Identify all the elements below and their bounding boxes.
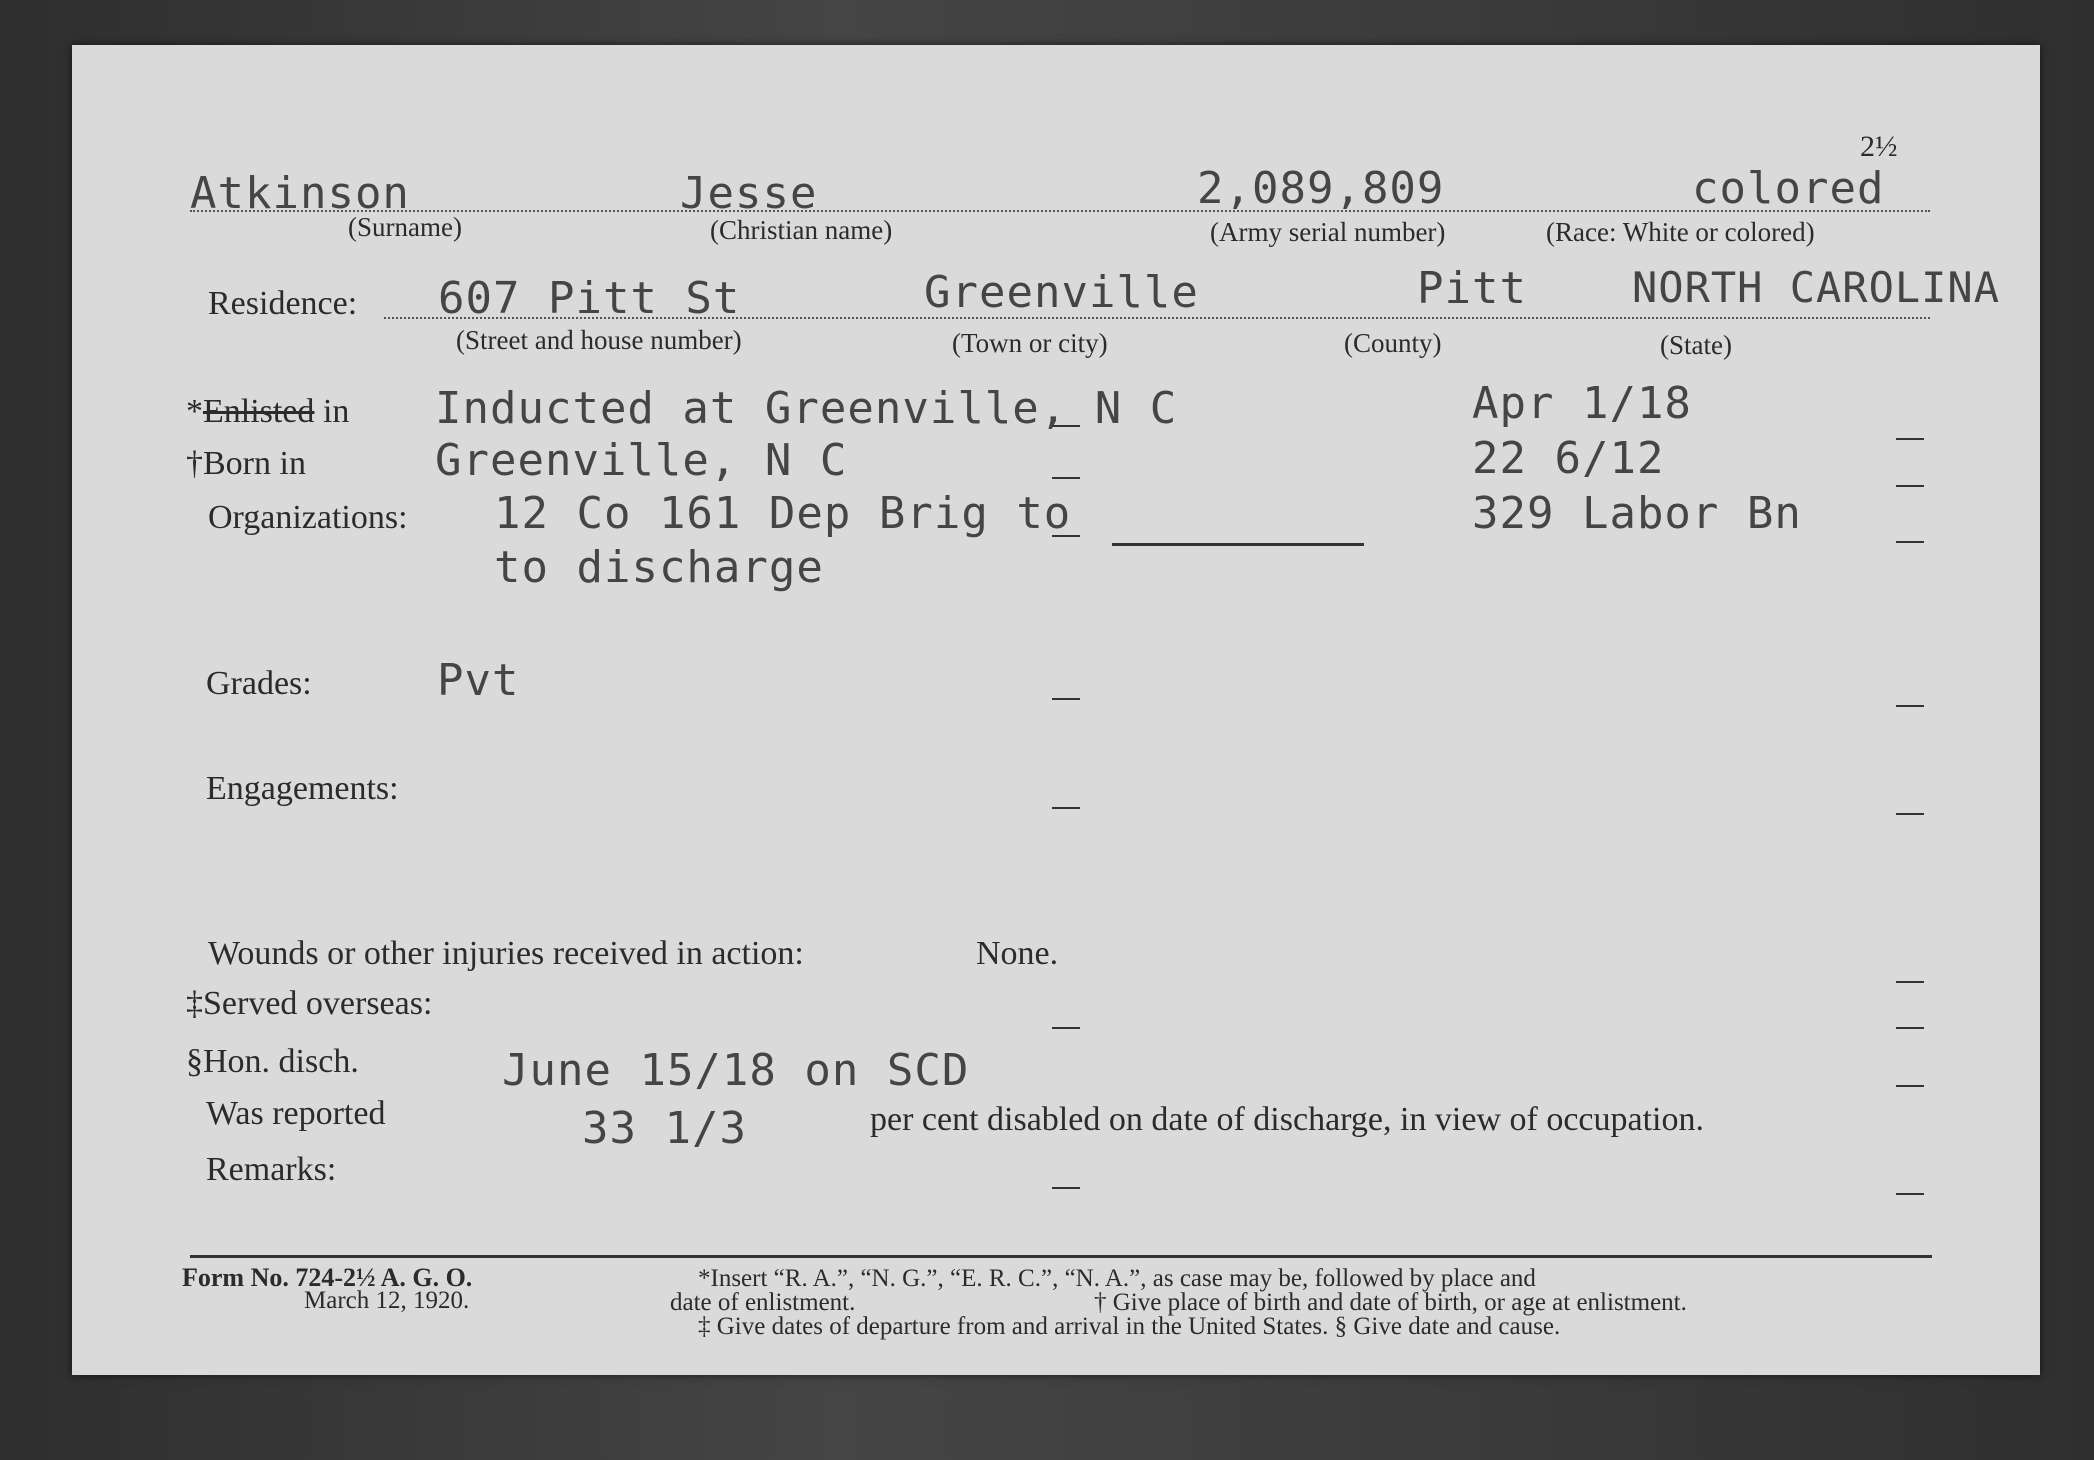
margin-dash xyxy=(1896,813,1924,815)
reported-value: 33 1/3 xyxy=(582,1103,747,1154)
enlisted-marker: * xyxy=(186,393,203,430)
discharge-label-text: Hon. disch. xyxy=(203,1043,359,1080)
reported-suffix: per cent disabled on date of discharge, in view of occupation. xyxy=(870,1101,1704,1138)
born-label-text: Born in xyxy=(203,445,306,482)
born-marker: † xyxy=(186,445,203,482)
remarks-label: Remarks: xyxy=(206,1151,337,1188)
margin-dash xyxy=(1052,1187,1080,1189)
margin-dash xyxy=(1896,438,1924,440)
margin-dash xyxy=(1896,981,1924,983)
christian-name-value: Jesse xyxy=(680,168,818,219)
surname-caption: (Surname) xyxy=(348,212,462,242)
organizations-line1: 12 Co 161 Dep Brig to xyxy=(494,488,1072,539)
service-record-card xyxy=(72,45,2040,1375)
grades-label: Grades: xyxy=(206,665,312,702)
margin-dash xyxy=(1896,541,1924,543)
enlisted-date: Apr 1/18 xyxy=(1472,378,1692,429)
margin-dash xyxy=(1896,705,1924,707)
wounds-label: Wounds or other injuries received in action: xyxy=(208,935,804,972)
margin-dash xyxy=(1052,1027,1080,1029)
street-caption: (Street and house number) xyxy=(456,325,742,355)
form-date: March 12, 1920. xyxy=(304,1287,470,1314)
footnote-line2a: date of enlistment. xyxy=(670,1289,856,1316)
christian-name-caption: (Christian name) xyxy=(710,215,893,245)
discharge-label xyxy=(186,1043,359,1081)
organizations-blank-rule xyxy=(1112,543,1364,546)
form-number: Form No. 724-2½ A. G. O. xyxy=(182,1263,473,1292)
margin-dash xyxy=(1052,698,1080,700)
enlisted-struck-word: Enlisted xyxy=(203,393,315,430)
race-caption: (Race: White or colored) xyxy=(1546,217,1815,247)
footnote-line3: ‡ Give dates of departure from and arrival in the United States. § Give date and cause. xyxy=(698,1313,1561,1340)
overseas-label-text: Served overseas: xyxy=(203,985,433,1022)
margin-dash xyxy=(1896,1193,1924,1195)
organizations-label: Organizations: xyxy=(208,499,408,536)
organizations-line2: to discharge xyxy=(494,542,824,593)
county-caption: (County) xyxy=(1344,328,1442,358)
discharge-value: June 15/18 on SCD xyxy=(502,1045,970,1096)
footnote-line2b: † Give place of birth and date of birth, or age at enlistment. xyxy=(1094,1289,1687,1316)
margin-dash xyxy=(1052,477,1080,479)
street-value: 607 Pitt St xyxy=(438,273,741,324)
grades-value: Pvt xyxy=(437,655,520,706)
serial-number-caption: (Army serial number) xyxy=(1210,217,1446,247)
enlisted-value: Inducted at Greenville, N C xyxy=(435,383,1178,434)
footnote-line1: *Insert “R. A.”, “N. G.”, “E. R. C.”, “N. A.”, as case may be, followed by place and xyxy=(698,1265,1536,1292)
margin-dash xyxy=(1052,807,1080,809)
surname-value: Atkinson xyxy=(190,168,410,219)
discharge-marker: § xyxy=(186,1043,203,1080)
state-value: NORTH CAROLINA xyxy=(1632,263,2001,312)
serial-number-value: 2,089,809 xyxy=(1197,163,1445,214)
wounds-value: None. xyxy=(976,935,1059,972)
footer-rule xyxy=(190,1255,1932,1258)
born-value: Greenville, N C xyxy=(435,435,848,486)
margin-dash xyxy=(1052,425,1080,427)
born-age: 22 6/12 xyxy=(1472,433,1665,484)
overseas-label xyxy=(186,985,432,1023)
corner-mark: 2½ xyxy=(1860,130,1898,163)
margin-dash xyxy=(1052,535,1080,537)
state-caption: (State) xyxy=(1660,330,1732,360)
margin-dash xyxy=(1896,1027,1924,1029)
county-value: Pitt xyxy=(1417,263,1527,314)
organizations-right: 329 Labor Bn xyxy=(1472,488,1802,539)
engagements-label: Engagements: xyxy=(206,770,399,807)
residence-label: Residence: xyxy=(208,285,358,322)
town-caption: (Town or city) xyxy=(952,328,1108,358)
race-value: colored xyxy=(1692,163,1885,214)
born-label xyxy=(186,445,306,483)
enlisted-label xyxy=(186,393,349,431)
enlisted-in-word: in xyxy=(314,393,350,430)
reported-label: Was reported xyxy=(206,1095,386,1132)
town-value: Greenville xyxy=(924,267,1199,318)
overseas-marker: ‡ xyxy=(186,985,203,1022)
margin-dash xyxy=(1896,485,1924,487)
margin-dash xyxy=(1896,1085,1924,1087)
